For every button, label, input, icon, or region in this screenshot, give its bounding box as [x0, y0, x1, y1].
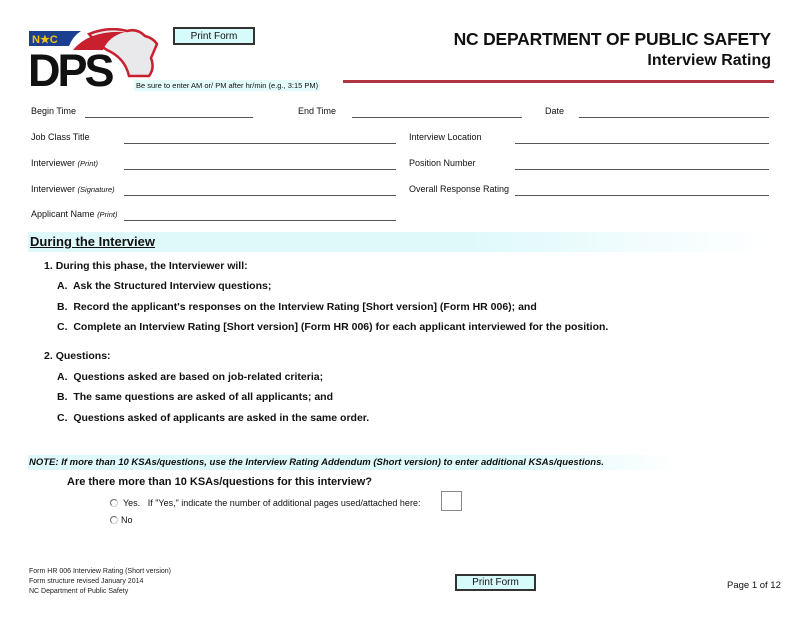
form-footer: [29, 567, 171, 597]
interview-location-input[interactable]: [515, 143, 769, 144]
applicant-name-label: Applicant Name (Print): [31, 209, 118, 219]
item-2: 2. Questions:: [44, 350, 111, 362]
begin-time-input[interactable]: [85, 117, 253, 118]
section-title: During the Interview: [30, 234, 155, 249]
item-2b: B. The same questions are asked of all applicants; and: [57, 391, 334, 403]
dps-shield-icon: [29, 28, 167, 88]
svg-text:N★C: N★C: [32, 34, 58, 46]
applicant-name-input[interactable]: [124, 220, 396, 221]
no-radio[interactable]: [110, 516, 118, 524]
item-1c: C. Complete an Interview Rating [Short version] (Form HR 006) for each applicant interviewed for the position.: [57, 321, 609, 333]
print-form-button[interactable]: Print Form: [173, 27, 255, 45]
footer-line-revised: Form structure revised January 2014: [29, 578, 144, 585]
overall-response-rating-label: Overall Response Rating: [409, 184, 510, 194]
ksa-question: Are there more than 10 KSAs/questions for this interview?: [67, 476, 373, 488]
no-option-label: No: [121, 515, 133, 525]
position-number-input[interactable]: [515, 169, 769, 170]
time-format-hint: Be sure to enter AM or/ PM after hr/min (e.g., 3:15 PM): [136, 81, 319, 90]
position-number-label: Position Number: [409, 158, 476, 168]
interviewer-signature-input[interactable]: [124, 195, 396, 196]
begin-time-label: Begin Time: [31, 106, 77, 116]
form-title: Interview Rating: [647, 52, 771, 69]
interviewer-signature-label: Interviewer (Signature): [31, 184, 115, 194]
svg-text:DPS: DPS: [29, 45, 112, 88]
item-2a: A. Questions asked are based on job-related criteria;: [57, 371, 324, 383]
item-1: 1. During this phase, the Interviewer will:: [44, 260, 248, 272]
item-1b: B. Record the applicant's responses on the Interview Rating [Short version] (Form HR 006); and: [57, 301, 537, 313]
org-title: NC DEPARTMENT OF PUBLIC SAFETY: [453, 29, 771, 49]
overall-response-rating-input[interactable]: [515, 195, 769, 196]
page-indicator: Page 1 of 12: [727, 580, 781, 591]
job-class-title-input[interactable]: [124, 143, 396, 144]
yes-radio[interactable]: [110, 499, 118, 507]
end-time-input[interactable]: [352, 117, 522, 118]
interview-location-label: Interview Location: [409, 132, 482, 142]
item-2c: C. Questions asked of applicants are asked in the same order.: [57, 412, 370, 424]
interviewer-print-input[interactable]: [124, 169, 396, 170]
job-class-title-label: Job Class Title: [31, 132, 90, 142]
header-divider: [343, 80, 774, 83]
additional-pages-input[interactable]: [441, 491, 462, 511]
date-label: Date: [545, 106, 565, 116]
footer-line-department: NC Department of Public Safety: [29, 588, 129, 595]
dps-logo: [29, 28, 167, 88]
item-1a: A. Ask the Structured Interview questions;: [57, 280, 272, 292]
footer-line-form: Form HR 006 Interview Rating (Short version): [29, 568, 171, 575]
interviewer-print-label: Interviewer (Print): [31, 158, 98, 168]
date-input[interactable]: [579, 117, 769, 118]
yes-option-label: Yes. If "Yes," indicate the number of additional pages used/attached here:: [123, 498, 421, 508]
ksa-note: NOTE: If more than 10 KSAs/questions, use the Interview Rating Addendum (Short version) to enter additional KSAs/questions.: [29, 457, 604, 468]
print-form-button-bottom[interactable]: Print Form: [455, 574, 536, 591]
end-time-label: End Time: [298, 106, 337, 116]
